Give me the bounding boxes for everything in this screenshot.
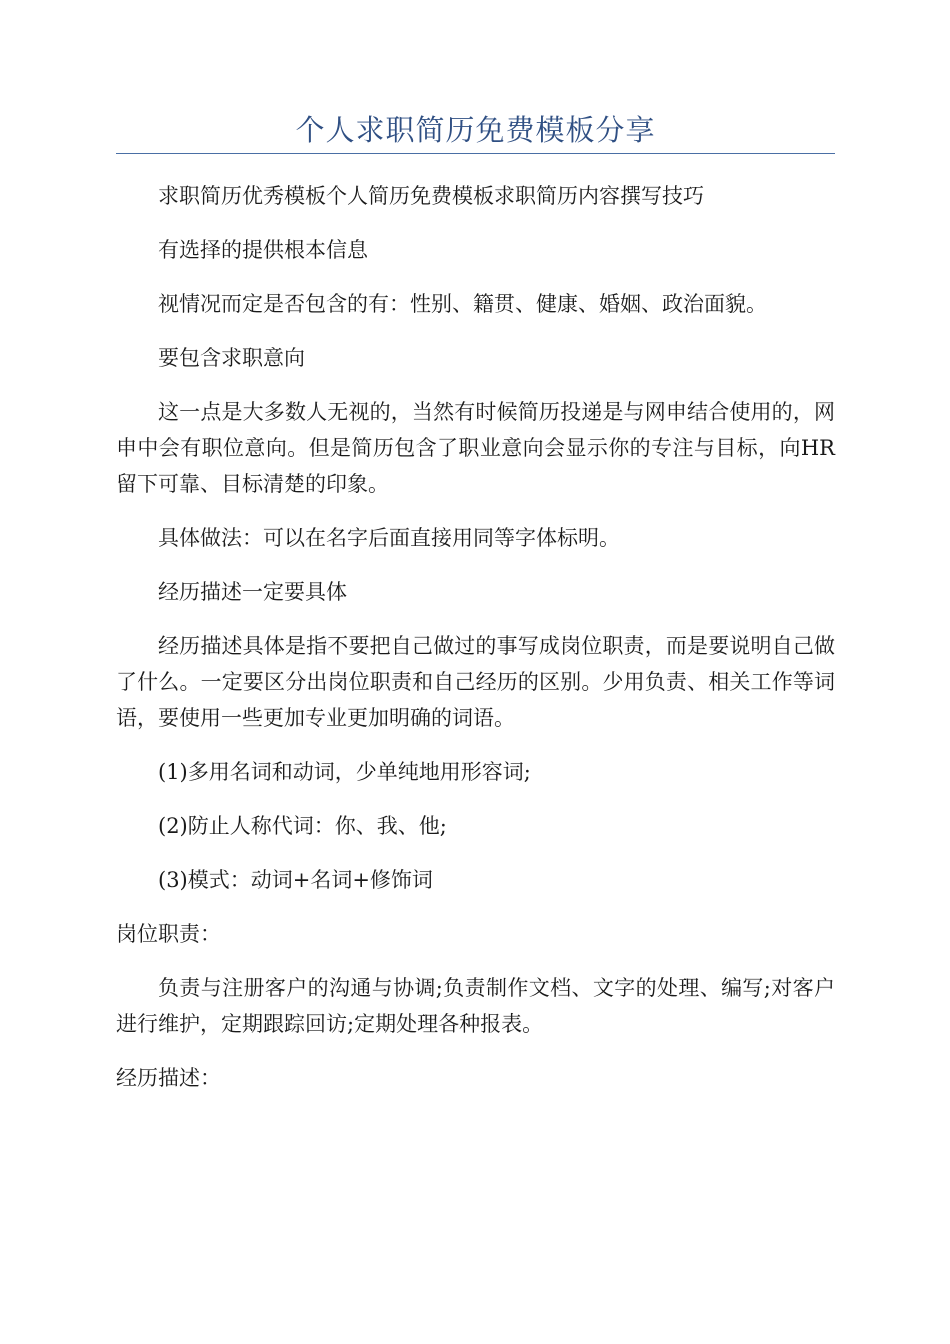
paragraph-job-intention-detail: 这一点是大多数人无视的，当然有时候简历投递是与网申结合使用的，网申中会有职位意向。但是简历包含了职业意向会显示你的专注与目标，向HR留下可靠、目标清楚的印象。 — [116, 400, 835, 496]
paragraph-tip-1: (1)多用名词和动词，少单纯地用形容词; — [158, 760, 531, 784]
paragraph-heading-job-intention: 要包含求职意向 — [158, 346, 305, 370]
paragraph-tip-2: (2)防止人称代词：你、我、他; — [158, 814, 447, 838]
paragraph-tip-3: (3)模式：动词+名词+修饰词 — [158, 868, 433, 892]
paragraph-heading-duties: 岗位职责： — [116, 922, 221, 946]
paragraph-heading-basic-info: 有选择的提供根本信息 — [158, 238, 368, 262]
document-body — [116, 178, 835, 1114]
paragraph-heading-experience: 经历描述一定要具体 — [158, 580, 347, 604]
paragraph-intro: 求职简历优秀模板个人简历免费模板求职简历内容撰写技巧 — [158, 184, 704, 208]
paragraph-heading-experience-desc: 经历描述： — [116, 1066, 221, 1090]
paragraph-basic-info-detail: 视情况而定是否包含的有：性别、籍贯、健康、婚姻、政治面貌。 — [158, 292, 767, 316]
document-title: 个人求职简历免费模板分享 — [295, 113, 656, 147]
paragraph-job-intention-method: 具体做法：可以在名字后面直接用同等字体标明。 — [158, 526, 620, 550]
paragraph-experience-detail: 经历描述具体是指不要把自己做过的事写成岗位职责，而是要说明自己做了什么。一定要区分出岗位职责和自己经历的区别。少用负责、相关工作等词语，要使用一些更加专业更加明确的词语。 — [116, 634, 835, 730]
paragraph-duties-detail: 负责与注册客户的沟通与协调;负责制作文档、文字的处理、编写;对客户进行维护，定期跟踪回访;定期处理各种报表。 — [116, 976, 835, 1036]
title-underline — [116, 153, 835, 154]
